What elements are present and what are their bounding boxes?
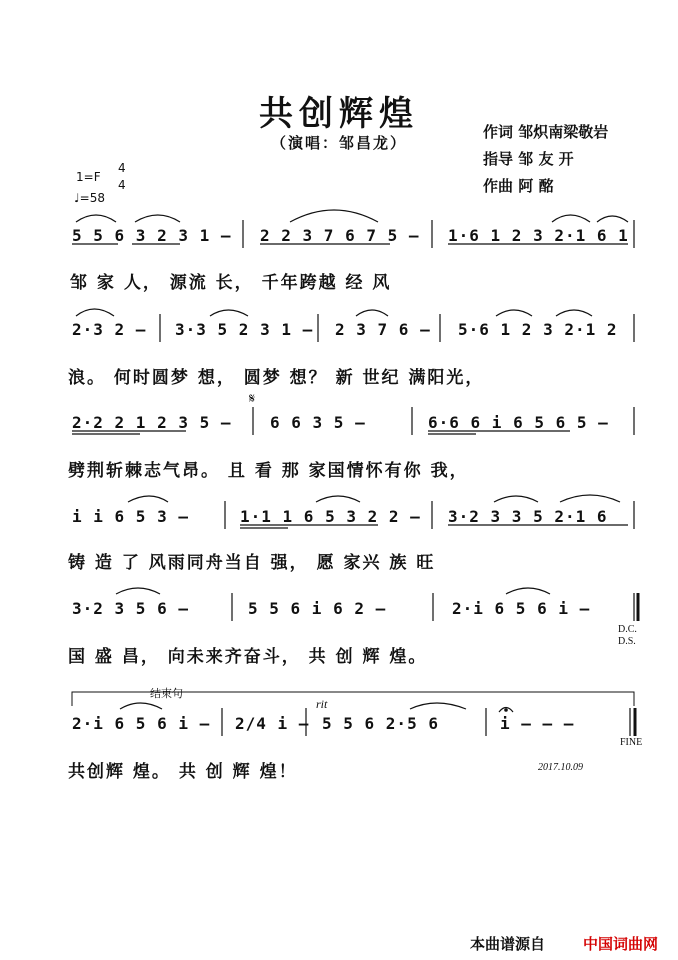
rit-mark: rit: [316, 697, 328, 711]
slur: [76, 309, 114, 316]
notation-row-1-bar-2: 2 2 3 7 6 7 5 –: [260, 226, 420, 245]
slur: [120, 703, 162, 709]
slur: [496, 310, 532, 316]
notation-row-5-bar-1: 3·2 3 5 6 –: [72, 599, 189, 618]
ending-label: 结束句: [150, 688, 183, 700]
quarter-note-icon: ♩: [74, 191, 80, 205]
notation-row-2-bar-4: 5·6 1 2 3 2·1 2: [458, 320, 618, 339]
notation-row-3-bar-3: 6·6 6 i 6 5 6 5 –: [428, 413, 609, 432]
slur: [506, 588, 550, 594]
slur: [290, 210, 378, 222]
notation-row-5-bar-3: 2·i 6 5 6 i –: [452, 599, 591, 618]
song-title: 共创辉煌: [259, 94, 419, 134]
director-credit: 指导 邹 友 开: [483, 150, 574, 168]
notation-row-6-bar-1: 2·i 6 5 6 i –: [72, 714, 211, 733]
fine-mark: FINE: [620, 737, 643, 748]
slur: [210, 310, 248, 316]
slur: [135, 215, 180, 222]
ds-mark: D.S.: [618, 636, 636, 647]
tempo-marking: ♩=58: [74, 191, 105, 205]
slur: [597, 216, 628, 222]
slur: [494, 496, 538, 502]
lyric-row-3: 劈荆斩棘志气昂。 且 看 那 家国情怀有你 我，: [68, 461, 469, 481]
lyricist-credit: 作词 邹炽南梁敬岩: [483, 123, 609, 141]
notation-row-2-bar-1: 2·3 2 –: [72, 320, 147, 339]
composer-credit: 作曲 阿 酩: [483, 177, 554, 195]
notation-row-6-bar-4: i – – –: [500, 714, 575, 733]
time-signature-top: 4: [118, 161, 126, 175]
notation-row-5-bar-2: 5 5 6 i 6 2 –: [248, 599, 387, 618]
lyric-row-1: 邹 家 人， 源流 长， 千年跨越 经 风: [70, 273, 392, 293]
singer-credit: （演唱：邹昌龙）: [270, 134, 407, 152]
notation-row-6-bar-2: 2/4 i –: [235, 714, 310, 733]
segno-sign: 𝄋: [249, 392, 256, 407]
dc-mark: D.C.: [618, 624, 637, 635]
notation-row-3-bar-1: 2·2 2 1 2 3 5 –: [72, 413, 232, 432]
notation-row-4-bar-1: i i 6 5 3 –: [72, 507, 189, 526]
notation-row-1-bar-1: 5 5 6 3 2 3 1 –: [72, 226, 232, 245]
slur: [116, 588, 160, 594]
time-signature-bottom: 4: [118, 178, 126, 192]
fermata-icon: [499, 708, 513, 713]
slur: [552, 215, 590, 222]
slur: [316, 496, 360, 502]
lyric-row-5: 国 盛 昌， 向未来齐奋斗， 共 创 辉 煌。: [68, 647, 428, 667]
source-label: 本曲谱源自: [470, 935, 546, 953]
slur: [410, 703, 466, 709]
slur: [76, 215, 116, 222]
lyric-row-2: 浪。 何时圆梦 想， 圆梦 想？ 新 世纪 满阳光，: [68, 368, 485, 388]
date-mark: 2017.10.09: [538, 762, 583, 773]
notation-row-2-bar-2: 3·3 5 2 3 1 –: [175, 320, 314, 339]
notation-row-6-bar-3: 5 5 6 2·5 6: [322, 714, 439, 733]
slur: [356, 310, 388, 316]
notation-row-4-bar-2: 1·1 1 6 5 3 2 2 –: [240, 507, 421, 526]
site-name[interactable]: 中国词曲网: [583, 935, 659, 953]
slur: [560, 495, 620, 502]
lyric-row-6: 共创辉 煌。 共 创 辉 煌！: [68, 762, 298, 782]
notation-row-3-bar-2: 6 6 3 5 –: [270, 413, 366, 432]
slur: [556, 310, 592, 316]
notation-row-1-bar-3: 1·6 1 2 3 2·1 6 1: [448, 226, 629, 245]
notation-row-4-bar-3: 3·2 3 3 5 2·1 6: [448, 507, 608, 526]
slur: [128, 496, 168, 502]
notation-row-2-bar-3: 2 3 7 6 –: [335, 320, 431, 339]
lyric-row-4: 铸 造 了 风雨同舟当自 强， 愿 家兴 族 旺: [68, 553, 436, 573]
key-signature: 1=F: [76, 170, 101, 184]
ending-bracket: [72, 692, 634, 706]
